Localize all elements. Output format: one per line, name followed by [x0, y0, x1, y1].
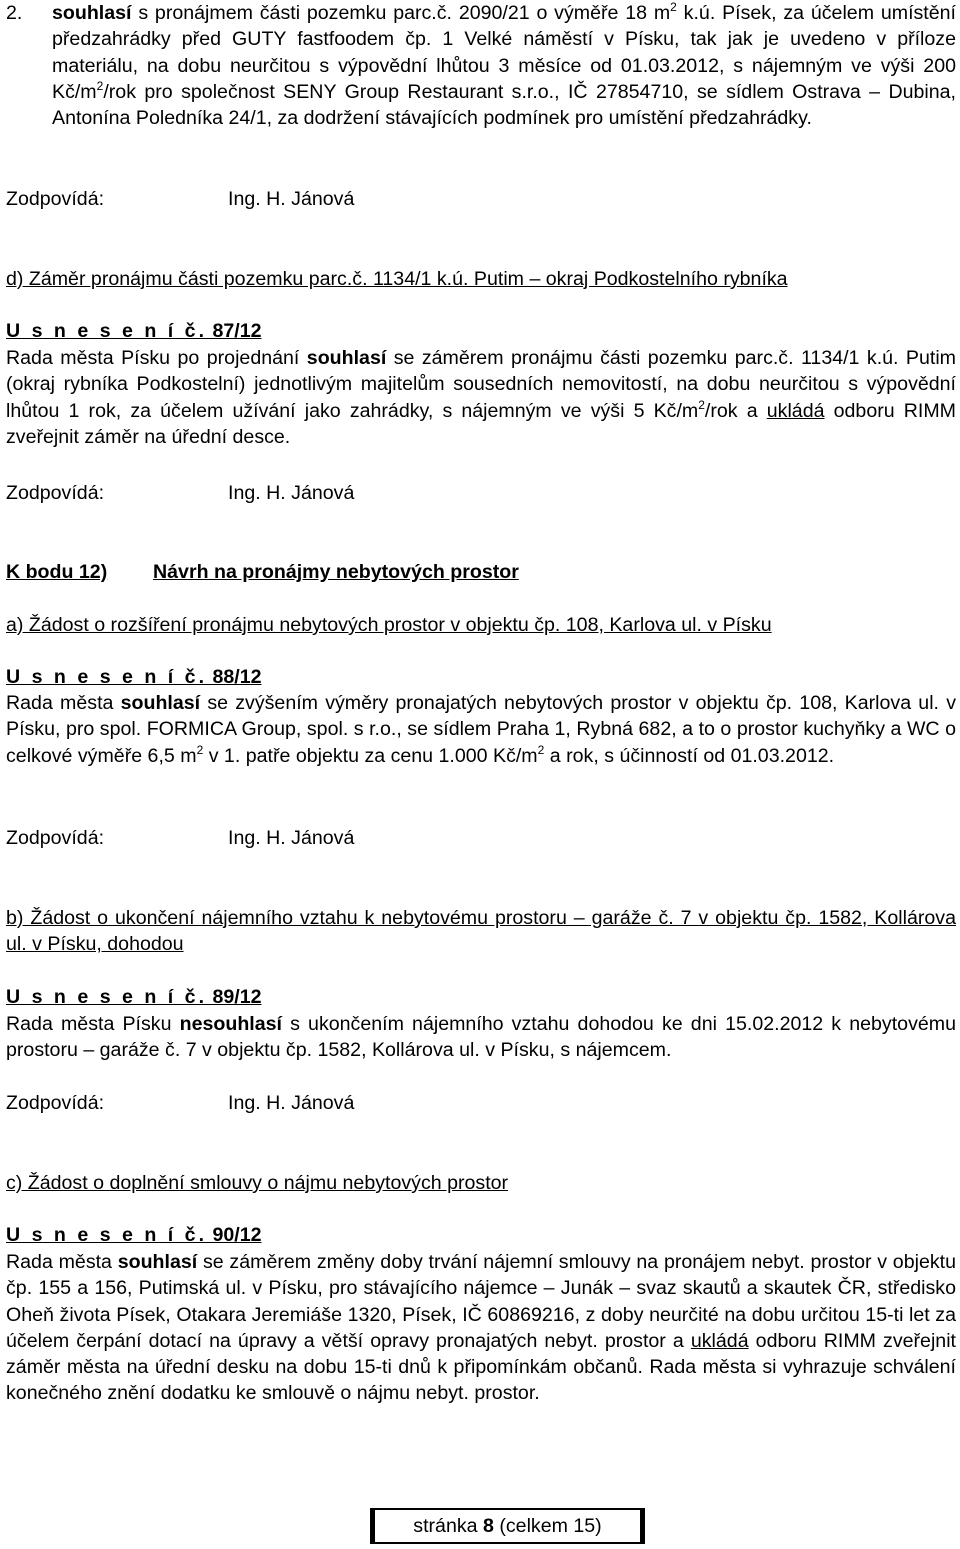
responsible-name: Ing. H. Jánová: [228, 482, 355, 504]
current-page-number: 8: [483, 1515, 494, 1537]
resolution-90-heading: U s n e s e n í č. 90/12: [6, 1224, 262, 1246]
item-2-text: souhlasí s pronájmem části pozemku parc.č. 2090/21 o výměře 18 $m^2$ k.ú. Písek, za účelem umístění předzahrádky před GUTY fastfoodem čp. 1 Velké náměstí v Písku, tak jak je uvedeno v příloze materiálu, na dobu neurčitou s výpovědní lhůtou 3 měsíce od 01.03.2012, s nájemným ve výši 200 $Kč/m^2$/rok pro společnost SENY Group Restaurant s.r.o., IČ 27854710, se sídlem Ostrava – Dubina, Antonína Poledníka 24/1, za dodržení stávajících podmínek pro umístění předzahrádky.: [52, 0, 956, 130]
responsible-label: Zodpovídá:: [6, 482, 105, 504]
resolution-90-text: Rada města souhlasí se záměrem změny doby trvání nájemní smlouvy na pronájem nebyt. prostor v objektu čp. 155 a 156, Putimská ul. v Písku, pro stávajícího nájemce – Junák – svaz skautů a skautek ČR, středisko Oheň života Písek, Otakara Jeremiáše 1320, Písek, IČ 60869216, z doby neurčité na dobu určitou 15-ti let za účelem čerpání dotací na úpravy a větší opravy pronajatých nebyt. prostor a ukládá odboru RIMM zveřejnit záměr města na úřední desku na dobu 15-ti dnů k připomínkám občanů. Rada města si vyhrazuje schválení konečného znění dodatku ke smlouvě o nájmu nebyt. prostor.: [6, 1251, 956, 1405]
item-number: 2.: [6, 2, 23, 24]
page-number-box: stránka 8 (celkem 15): [370, 1508, 645, 1544]
section-c-heading: c) Žádost o doplnění smlouvy o nájmu nebytových prostor: [6, 1172, 509, 1194]
responsible-label: Zodpovídá:: [6, 188, 105, 210]
item-2-verb: souhlasí: [52, 2, 132, 24]
resolution-89-heading: U s n e s e n í č. 89/12: [6, 986, 262, 1008]
responsible-name: Ing. H. Jánová: [228, 1092, 355, 1114]
responsible-label: Zodpovídá:: [6, 827, 105, 849]
resolution-87-text: Rada města Písku po projednání souhlasí se záměrem pronájmu části pozemku parc.č. 1134/1 k.ú. Putim (okraj rybníka Podkostelní) jednotlivým majitelům sousedních nemovitostí, na dobu neurčitou s výpovědní lhůtou 1 rok, za účelem užívání jako zahrádky, s nájemným ve výši 5 $Kč/m^2$/rok a ukládá odboru RIMM zveřejnit záměr na úřední desce.: [6, 347, 957, 448]
point-12-label: K bodu 12): [6, 561, 108, 583]
section-b-heading: b) Žádost o ukončení nájemního vztahu k nebytovému prostoru – garáže č. 7 v objektu čp. 1582, Kollárova ul. v Písku, dohodou: [6, 907, 956, 956]
point-12-title: Návrh na pronájmy nebytových prostor: [153, 561, 519, 583]
responsible-name: Ing. H. Jánová: [228, 827, 355, 849]
responsible-name: Ing. H. Jánová: [228, 188, 355, 210]
section-d-heading: d) Záměr pronájmu části pozemku parc.č. 1134/1 k.ú. Putim – okraj Podkostelního rybníka: [6, 268, 788, 290]
resolution-87-heading: U s n e s e n í č. 87/12: [6, 320, 262, 342]
resolution-88-text: Rada města souhlasí se zvýšením výměry pronajatých nebytových prostor v objektu čp. 108, Karlova ul. v Písku, pro spol. FORMICA Group, spol. s r.o., se sídlem Praha 1, Rybná 682, a to o prostor kuchyňky a WC o celkové výměře 6,5 $m^2$ v 1. patře objektu za cenu 1.000 $Kč/m^2$ a rok, s účinností od 01.03.2012.: [6, 692, 956, 767]
resolution-88-heading: U s n e s e n í č. 88/12: [6, 666, 262, 688]
responsible-label: Zodpovídá:: [6, 1092, 105, 1114]
point-12-heading: [6, 559, 956, 585]
resolution-89-text: Rada města Písku nesouhlasí s ukončením nájemního vztahu dohodou ke dni 15.02.2012 k nebytovému prostoru – garáže č. 7 v objektu čp. 1582, Kollárova ul. v Písku, s nájemcem.: [6, 1013, 956, 1062]
section-a-heading: a) Žádost o rozšíření pronájmu nebytových prostor v objektu čp. 108, Karlova ul. v Písku: [6, 614, 772, 636]
